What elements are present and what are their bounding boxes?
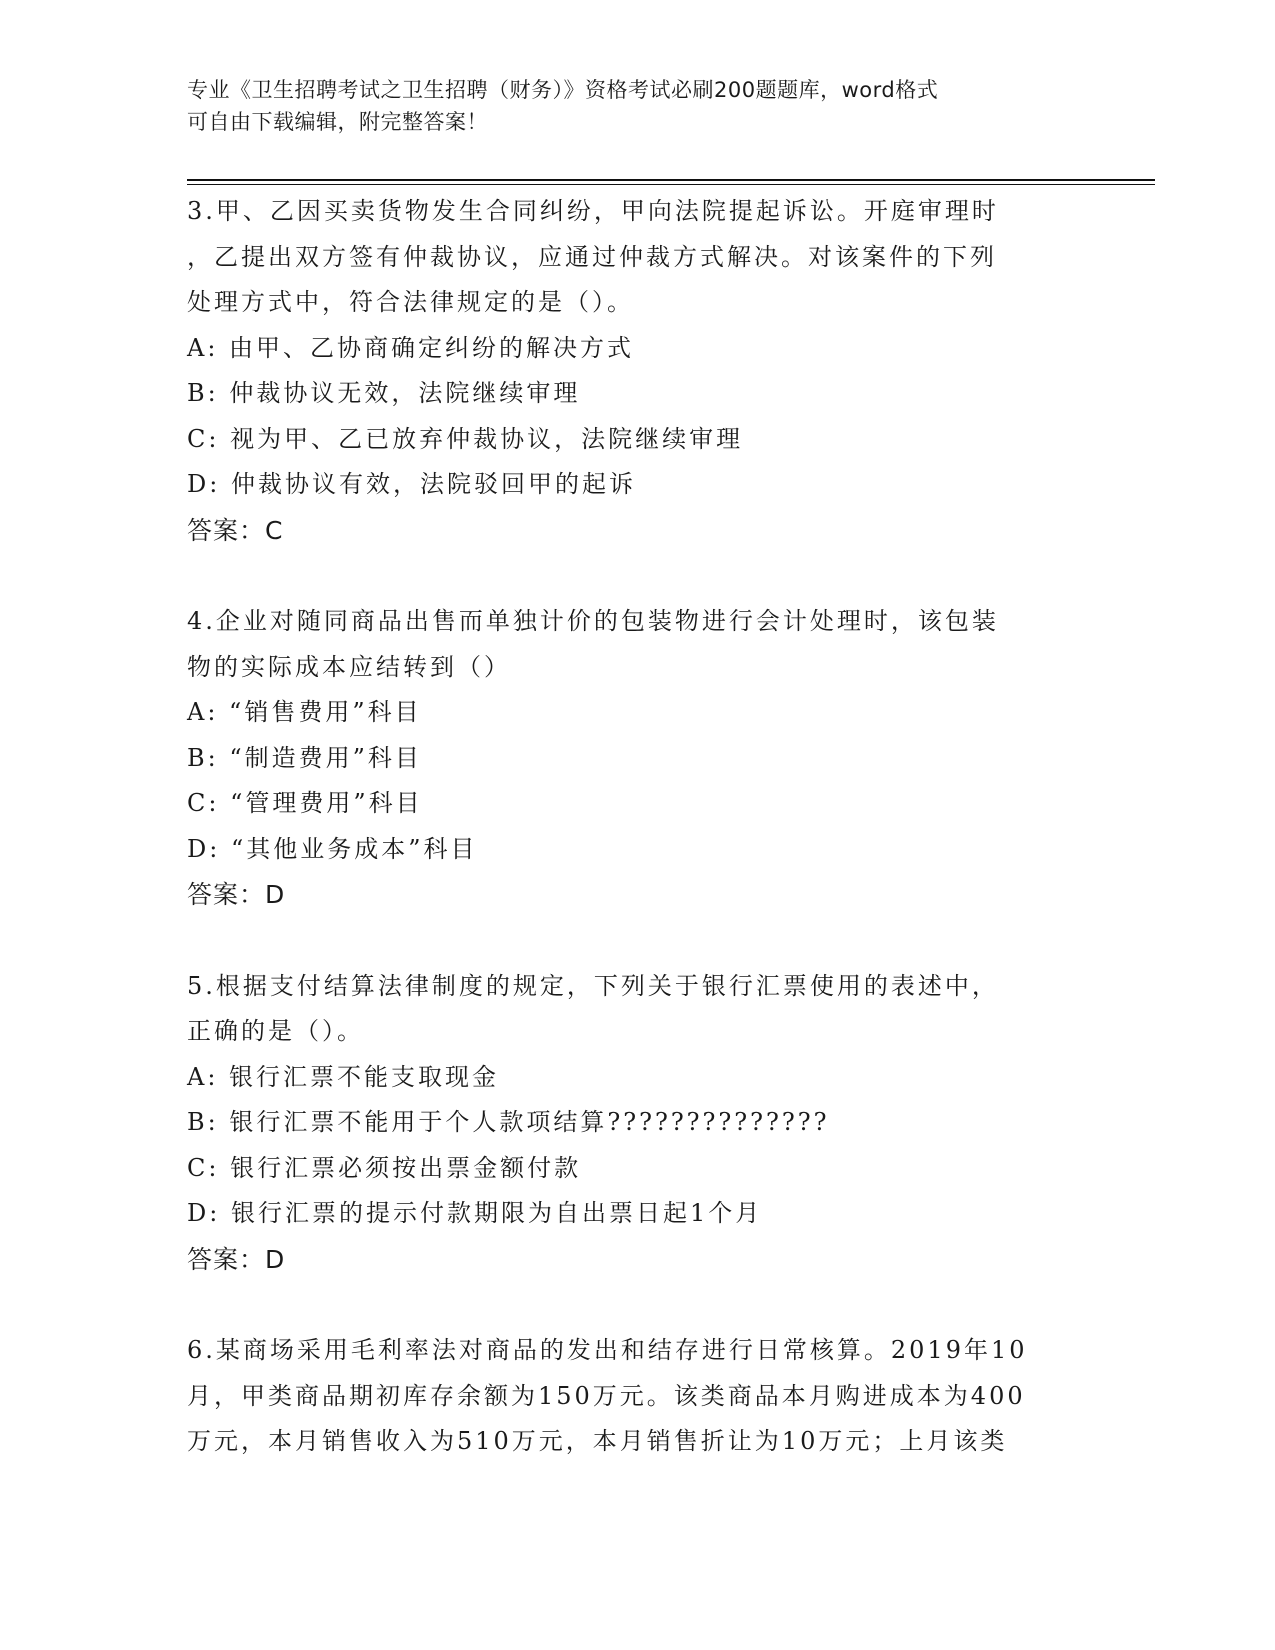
question-stem-line: 物的实际成本应结转到（） [187,652,511,681]
option-c: C: 银行汇票必须按出票金额付款 [187,1153,582,1182]
option-d: D: 银行汇票的提示付款期限为自出票日起1个月 [187,1199,763,1227]
answer: 答案：D [187,1244,286,1274]
option-a: A: 由甲、乙协商确定纠纷的解决方式 [187,333,635,362]
question-stem-line: 处理方式中，符合法律规定的是（）。 [187,288,634,316]
answer: 答案：D [187,880,286,909]
document-header [187,74,1067,138]
question-stem-line: 万元，本月销售收入为510万元，本月销售折让为10万元；上月该类 [187,1427,1008,1455]
option-c: C: “管理费用”科目 [187,789,423,817]
question-4 [187,599,1087,918]
question-6 [187,1328,1087,1465]
option-b: B: 银行汇票不能用于个人款项结算?????????????? [187,1108,830,1136]
option-d: D: “其他业务成本”科目 [187,834,478,863]
option-b: B: “制造费用”科目 [187,743,422,772]
header-line-2: 可自由下载编辑，附完整答案！ [187,110,488,134]
question-list [187,189,1087,1511]
question-stem-line: 3.甲、乙因买卖货物发生合同纠纷，甲向法院提起诉讼。开庭审理时 [187,197,999,225]
question-5 [187,964,1087,1283]
header-line-1: 专业《卫生招聘考试之卫生招聘（财务）》资格考试必刷200题题库，word格式 [187,78,939,102]
option-b: B: 仲裁协议无效，法院继续审理 [187,379,581,407]
header-rule-thick [187,179,1155,181]
option-d: D: 仲裁协议有效，法院驳回甲的起诉 [187,470,636,498]
question-stem-line: 正确的是（）。 [187,1017,364,1045]
option-a: A: “销售费用”科目 [187,698,422,726]
question-stem-line: ，乙提出双方签有仲裁协议，应通过仲裁方式解决。对该案件的下列 [187,242,997,271]
option-a: A: 银行汇票不能支取现金 [187,1062,500,1091]
question-stem-line: 6.某商场采用毛利率法对商品的发出和结存进行日常核算。2019年10 [187,1336,1028,1364]
question-stem-line: 4.企业对随同商品出售而单独计价的包装物进行会计处理时，该包装 [187,607,999,635]
question-stem-line: 月，甲类商品期初库存余额为150万元。该类商品本月购进成本为400 [187,1381,1026,1410]
question-3 [187,189,1087,553]
question-stem-line: 5.根据支付结算法律制度的规定，下列关于银行汇票使用的表述中， [187,971,999,1000]
option-c: C: 视为甲、乙已放弃仲裁协议，法院继续审理 [187,424,744,453]
header-rule-thin [187,184,1155,185]
answer: 答案：C [187,515,284,545]
